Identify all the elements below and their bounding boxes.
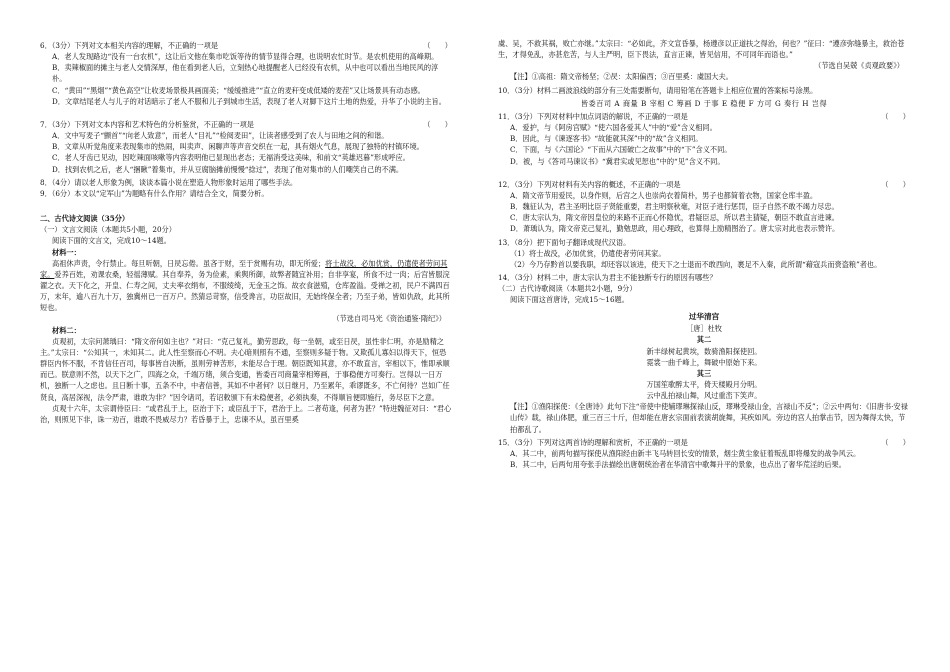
question-10: 10．（3分）材料二画波浪线的部分有三处需要断句，请用铅笔在答题卡上相应位置的答案标号涂黑。 — [498, 85, 818, 95]
answer-paren: （ ） — [423, 119, 452, 129]
material-2-text-continued: 贞观十六年，太宗谓侍臣曰：“或君乱于上，臣治于下；或臣乱于下，君治于上。二者苟逢，何者为甚？”特进魏征对曰：“君心治，则照见下非，诛一劝百，谁敢不畏威尽力？若昏暴于上，忠谏不从，虽百里奚 — [40, 403, 452, 424]
answer-paren: （ ） — [881, 111, 910, 121]
question-15 — [498, 437, 910, 470]
q7-option-a: A．文中写麦子“颤首”“向老人致意”，而老人“目礼”“检阅麦田”，让读者感受到了农人与田地之间的和谐。 — [52, 131, 389, 141]
q11-option-d: D．被，与《答司马谏议书》“冀君实或见恕也”中的“见”含义不同。 — [510, 156, 725, 166]
q11-option-c: C．下面，与《六国论》“下而从六国破亡之故事”中的“下”含义不同。 — [510, 145, 732, 155]
q13-sentence-1: （1）将士战没，必加优赏，仍遣使者劳问其家。 — [510, 248, 666, 258]
left-column — [40, 38, 452, 425]
q7-option-c: C．老人牙齿已见动，因吃辣面咳嗽等内容表明他已显现出老态；无福消受这美味，和前文“英雄迟暮”形成呼应。 — [52, 153, 410, 163]
q15-option-a: A．其二中，前两句描写探使从渔阳经由新丰飞马转回长安的情景，烟尘黄尘象征着叛乱即将爆发的战争风云。 — [510, 448, 861, 458]
material-2-source: （节选自吴兢《贞观政要》） — [814, 61, 904, 71]
answer-paren: （ ） — [881, 437, 910, 447]
q15-option-b: B．其二中，后两句用夸张手法描绘出唐朝统治者在华清宫中歌舞升平的景象，也点出了奢华荒淫的后果。 — [510, 460, 846, 470]
reading-instruction: 阅读下面这首唐诗，完成15～16题。 — [510, 295, 629, 305]
q6-option-c: C．“黄田”“黑烟”“黄色高空”让收麦场景极具画面美；“缓缓推进”“直立的麦秆变成低矮的麦茬”又让场景具有动态感。 — [52, 85, 425, 95]
q11-option-a: A．爱护，与《阿房宫赋》“使六国各爱其人”中的“爱”含义相同。 — [510, 123, 717, 133]
material-1-label: 材料一： — [52, 247, 81, 257]
poem-line: 万国笙歌醉太平，倚天楼殿月分明。 — [646, 379, 762, 389]
material-2-text: 贞观初，太宗问萧瑀曰：“隋文帝何如主也？”对曰：“克己复礼，勤劳思政，每一坐朝，或至日昃，虽性非仁明，亦是励精之主。”太宗曰：“公知其一，未知其二。此人性至察而心不明。夫心暗则照有不通，至察则多疑于物。又欺孤儿寡妇以得天下，恒恐群臣内怀不服，不肯信任百司，每事皆自决断，虽则劳神苦形，未能尽合于理。朝臣既知其意，亦不敢直言，宰相以下，惟即承顺而已。朕意则不然，以天下之广，四海之众，千端万绪，须合变通，皆委百司商量宰相筹画，于事稳便方可奏行。岂得以一日万机，独断一人之虑也。且日断十事，五条不中，中者信善，其如不中者何？以日继月，乃至累年，乖谬既多，不亡何待？岂如广任贤良，高居深视，法令严肃，谁敢为非？”因令诸司，若诏敕颁下有未稳便者，必须执奏，不得顺旨便即施行，务尽臣下之意。 — [40, 336, 450, 402]
material-2-continuation: 虞、吴，不救其祸，败亡亦继。”太宗曰：“必如此，齐文宣昏暴，杨遵彦以正道扶之得治，何也？”征曰：“遵彦弥缝暴主，救治苍生，才得免乱，亦甚危苦，与人主严明，臣下畏法，直言正谏，皆见信用，不可同年而语也。” — [498, 39, 905, 60]
material-1-source: （节选自司马光《资治通鉴·隋纪》） — [332, 314, 446, 324]
poem-line: 云中乱拍禄山舞，风过重峦下笑声。 — [646, 391, 762, 401]
q15-stem: 15．（3分）下列对这两首诗的理解和赏析，不正确的一项是 — [498, 437, 688, 447]
underlined-sentence: 仍遣使者劳问其家。 — [40, 258, 448, 279]
question-6 — [40, 40, 452, 107]
material-1-text: 高祖休声责，令行禁止。每旦听朝，日昃忘倦。虽吝于财，至于赏赐有功，即无所爱；将士战没，必加优赏，仍遣使者劳问其家。爱养百姓，劝课农桑，轻徭薄赋。其自奉养，务为俭素，乘舆所御，故弊者随宜补用；自非享宴，所食不过一肉；后宫皆服浣濯之衣。天下化之，开皇、仁寿之间，丈夫率衣绢布，不服绫绮，无金玉之饰。故衣食滋殖，仓库盈溢。受禅之初，民户不满四百万，末年，逾八百九十万，独冀州已一百万户。然猜忌苛察，信受谗言，功臣故旧，无始终保全者；乃至子弟，皆如仇敌，此其所短也。 — [40, 258, 450, 313]
q11-stem: 11．（3分）下列对材料中加点词语的解说，不正确的一项是 — [498, 111, 688, 121]
q6-option-a: A．老人发现路边“没有一台农机”，这让后文他在集市吃饭等待的情节显得合理，也说明农忙时节。是农机使用的高峰期。 — [52, 52, 439, 62]
annotation-note: 【注】①高祖：隋文帝杨坚；②昃：太阳偏西；③百里奚：虞国大夫。 — [510, 72, 733, 82]
segmentation-options: 皆委百司 A 商量 B 宰相 C 筹画 D 于事 E 稳便 F 方可 G 奏行 H 岂得 — [580, 98, 828, 108]
question-13: 13．（8分）把下面句子翻译成现代汉语。 — [498, 237, 631, 247]
question-11 — [498, 111, 910, 167]
q12-option-d: D．萧瑀认为，隋文帝克己复礼，勤勉思政，用心理政，也算得上励精图治了。唐太宗对此也表示赞许。 — [510, 224, 840, 234]
q12-option-a: A．隋文帝节用爱民，以身作则，后宫之人也崇尚衣着简朴，男子也都简着衣物，国家仓库丰盈。 — [510, 190, 818, 200]
q7-stem: 7．（3分）下列对文本内容和艺术特色的分析鉴赏，不正确的一项是 — [40, 119, 254, 129]
question-9: 9．（6分）本文以“定军山”为题略有什么作用？请结合全文，简要分析。 — [40, 188, 269, 198]
poem-part-2-heading: 其二 — [696, 335, 712, 345]
question-8: 8．（4分）请以老人形象为例，谈谈本篇小说在塑造人物形象时运用了哪些手法。 — [40, 177, 298, 187]
subsection-heading: （二）古代诗歌阅读（本题共2小题，9分） — [498, 284, 637, 294]
reading-instruction: 阅读下面的文言文，完成10～14题。 — [52, 236, 171, 246]
q6-option-d: D．文章结尾老人与儿子的对话暗示了老人不服和儿子到城市生活，表现了老人对脚下这片土地的热爱，升华了小说的主旨。 — [52, 96, 446, 106]
poem-part-3-heading: 其三 — [696, 368, 712, 378]
question-7 — [40, 119, 452, 175]
poem-note: 【注】①渔阳探使：《全唐诗》此句下注“帝使中使辅璆琳探禄山反，璆琳受禄山金，言禄山不反”；②云中两句：《旧唐书·安禄山传》载，禄山体肥，重三百三十斤，但却能在唐玄宗面前表演胡旋舞，其疾如风。旁边的宫人拍掌击节，因为舞得太快，节拍都乱了。 — [510, 402, 908, 434]
poem-title: 过华清宫 — [688, 312, 720, 322]
q6-option-b: B．卖辣椒面的摊主与老人交情深厚，他在看到老人后，立刻热心地提醒老人已经没有农机，从中也可以看出当地民风的淳朴。 — [52, 63, 439, 84]
q12-option-c: C．唐太宗认为，隋文帝因皇位的来路不正而心怀隐忧，君疑臣忌，所以君主猜疑，朝臣不敢直言进谏。 — [510, 213, 839, 223]
section-heading: 二、古代诗文阅读（35分） — [40, 214, 130, 224]
q6-stem: 6．（3分）下列对文本相关内容的理解，不正确的一项是 — [40, 41, 219, 50]
q11-option-b: B．因此，与《谏逐客书》“故能就其深”中的“故”含义相同。 — [510, 134, 703, 144]
q12-stem: 12．（3分）下列对材料有关内容的概述，不正确的一项是 — [498, 179, 681, 189]
answer-paren: （ ） — [423, 41, 452, 50]
subsection-heading: （一）文言文阅读（本题共5小题，20分） — [40, 225, 176, 235]
question-12 — [498, 179, 910, 235]
poem-author: ［唐］杜牧 — [686, 324, 722, 334]
question-14: 14．（3分）材料二中，唐太宗认为君主不能独断专行的原因有哪些？ — [498, 272, 717, 282]
right-column — [498, 38, 910, 470]
q12-option-b: B．魏征认为，君主圣明比臣子贤能重要，君主明察秋毫，对臣子进行惩罚，臣子自然不敢不竭力尽忠。 — [510, 202, 839, 212]
q13-sentence-2: （2）今乃存黔首以要我职，却还容以该进，使天下之士退而不敢西向，裹足不入秦，此所谓“藉寇兵而赍盗粮”者也。 — [510, 259, 882, 269]
answer-paren: （ ） — [881, 179, 910, 189]
poem-line: 霓裳一曲千峰上，舞破中原始下来。 — [646, 357, 762, 367]
material-2-label: 材料二： — [52, 325, 81, 335]
poem-line: 新丰绿树起黄埃，数骑渔阳探使回。 — [646, 346, 762, 356]
q7-option-b: B．文章从听觉角度来表现集市的热闹，叫卖声、闲聊声等声音交织在一起，具有烟火气息，展现了独特的村镇环境。 — [52, 142, 424, 152]
underlined-sentence: 将士战没，必加优赏， — [325, 258, 398, 268]
q7-option-d: D．找到农机之后，老人“捆瞅”着集市，并从豆腐脑摊前慢慢“捻过”，表现了他对集市的人们嘲笑自己的不满。 — [52, 164, 404, 174]
